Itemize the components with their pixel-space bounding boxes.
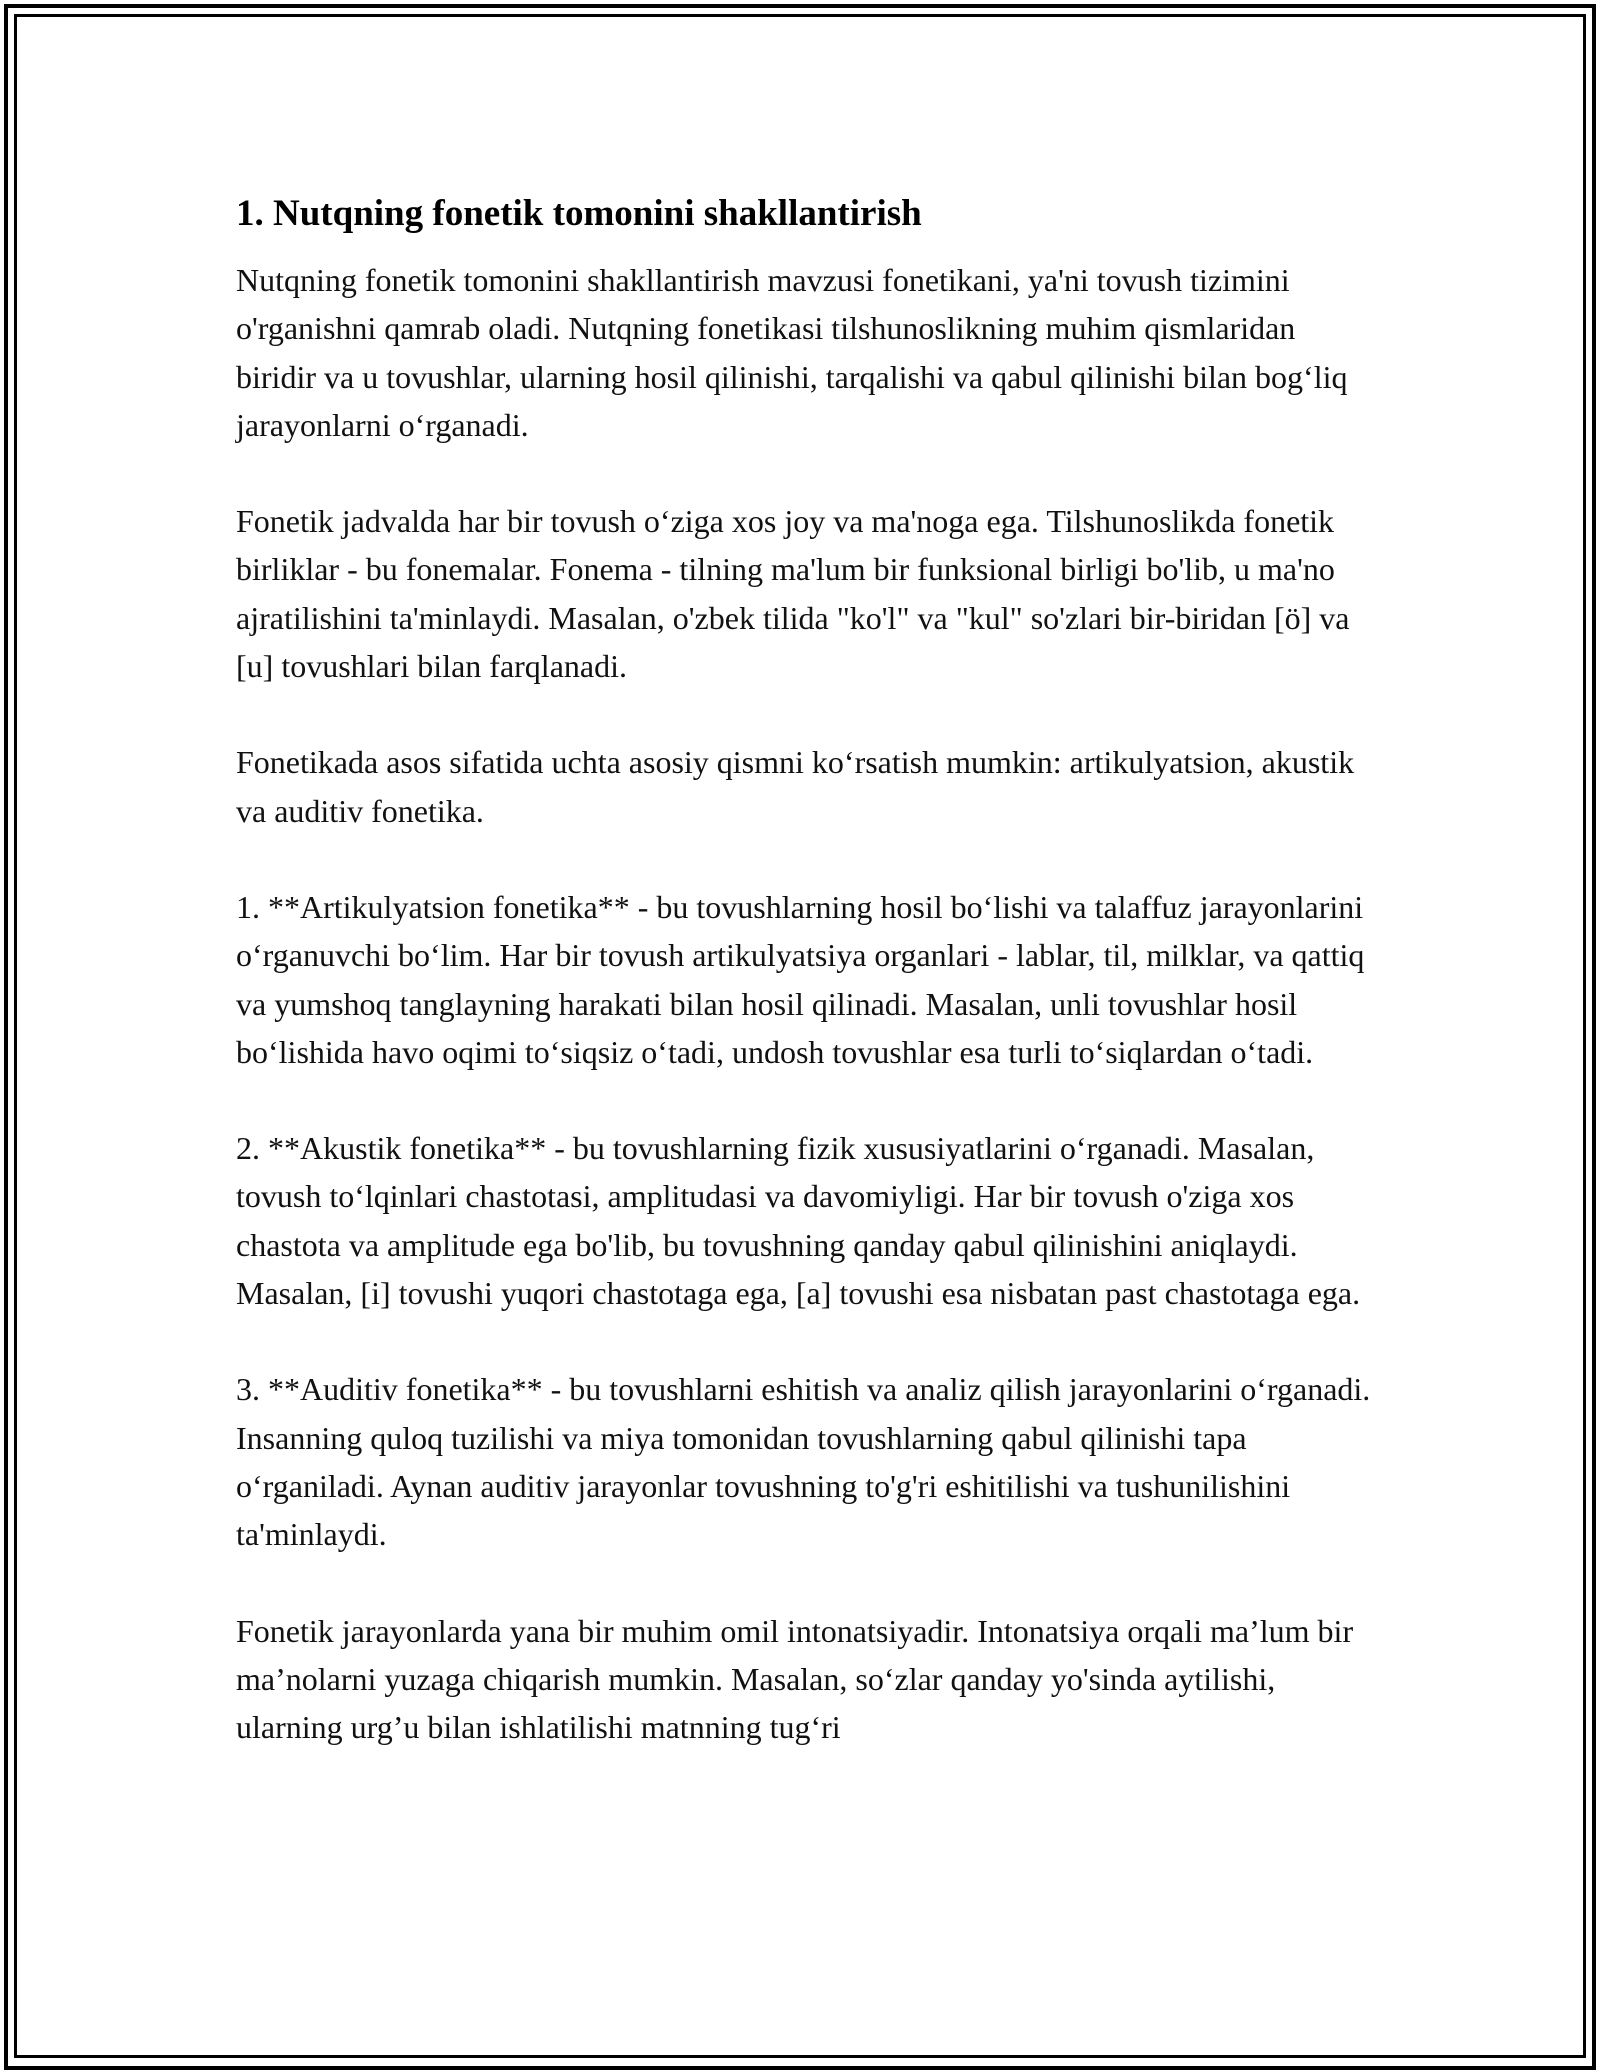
- paragraph-intro: Nutqning fonetik tomonini shakllantirish mavzusi fonetikani, ya'ni tovush tizimini o'rganishni qamrab oladi. Nutqning fonetikasi tilshunoslikning muhim qismlaridan biridir va u tovushlar, ularning hosil qilinishi, tarqalishi va qabul qilinishi bilan bog‘liq jarayonlarni o‘rganadi.: [236, 262, 1348, 443]
- paragraph-phonemes: Fonetik jadvalda har bir tovush o‘ziga xos joy va ma'noga ega. Tilshunoslikda fonetik birliklar - bu fonemalar. Fonema - tilning ma'lum bir funksional birligi bo'lib, u ma'no ajratilishini ta'minlaydi. Masalan, o'zbek tilida "ko'l" va "kul" so'zlari bir-biridan [ö] va [u] tovushlari bilan farqlanadi.: [236, 503, 1350, 685]
- document-body: [236, 186, 1376, 1799]
- section-heading: 1. Nutqning fonetik tomonini shakllantirish: [236, 193, 922, 234]
- paragraph-parts: Fonetikada asos sifatida uchta asosiy qismni ko‘rsatish mumkin: artikulyatsion, akustik va auditiv fonetika.: [236, 744, 1355, 829]
- paragraph-auditory: 3. **Auditiv fonetika** - bu tovushlarni eshitish va analiz qilish jarayonlarini o‘rganadi. Insanning quloq tuzilishi va miya tomonidan tovushlarning qabul qilinishi tapa o‘rganiladi. Aynan auditiv jarayonlar tovushning to'g'ri eshitilishi va tushunilishini ta'minlaydi.: [236, 1371, 1371, 1553]
- paragraph-intonation: Fonetik jarayonlarda yana bir muhim omil intonatsiyadir. Intonatsiya orqali ma’lum bir ma’nolarni yuzaga chiqarish mumkin. Masalan, so‘zlar qanday yo'sinda aytilishi, ularning urg’u bilan ishlatilishi matnning tug‘ri: [236, 1612, 1354, 1746]
- paragraph-acoustic: 2. **Akustik fonetika** - bu tovushlarning fizik xususiyatlarini o‘rganadi. Masalan, tovush to‘lqinlari chastotasi, amplitudasi va davomiyligi. Har bir tovush o'ziga xos chastota va amplitude ega bo'lib, bu tovushning qanday qabul qilinishini aniqlaydi. Masalan, [i] tovushi yuqori chastotaga ega, [a] tovushi esa nisbatan past chastotaga ega.: [236, 1130, 1361, 1312]
- paragraph-articulatory: 1. **Artikulyatsion fonetika** - bu tovushlarning hosil bo‘lishi va talaffuz jarayonlarini o‘rganuvchi bo‘lim. Har bir tovush artikulyatsiya organlari - lablar, til, milklar, va qattiq va yumshoq tanglayning harakati bilan hosil qilinadi. Masalan, unli tovushlar hosil bo‘lishida havo oqimi to‘siqsiz o‘tadi, undosh tovushlar esa turli to‘siqlardan o‘tadi.: [236, 888, 1365, 1070]
